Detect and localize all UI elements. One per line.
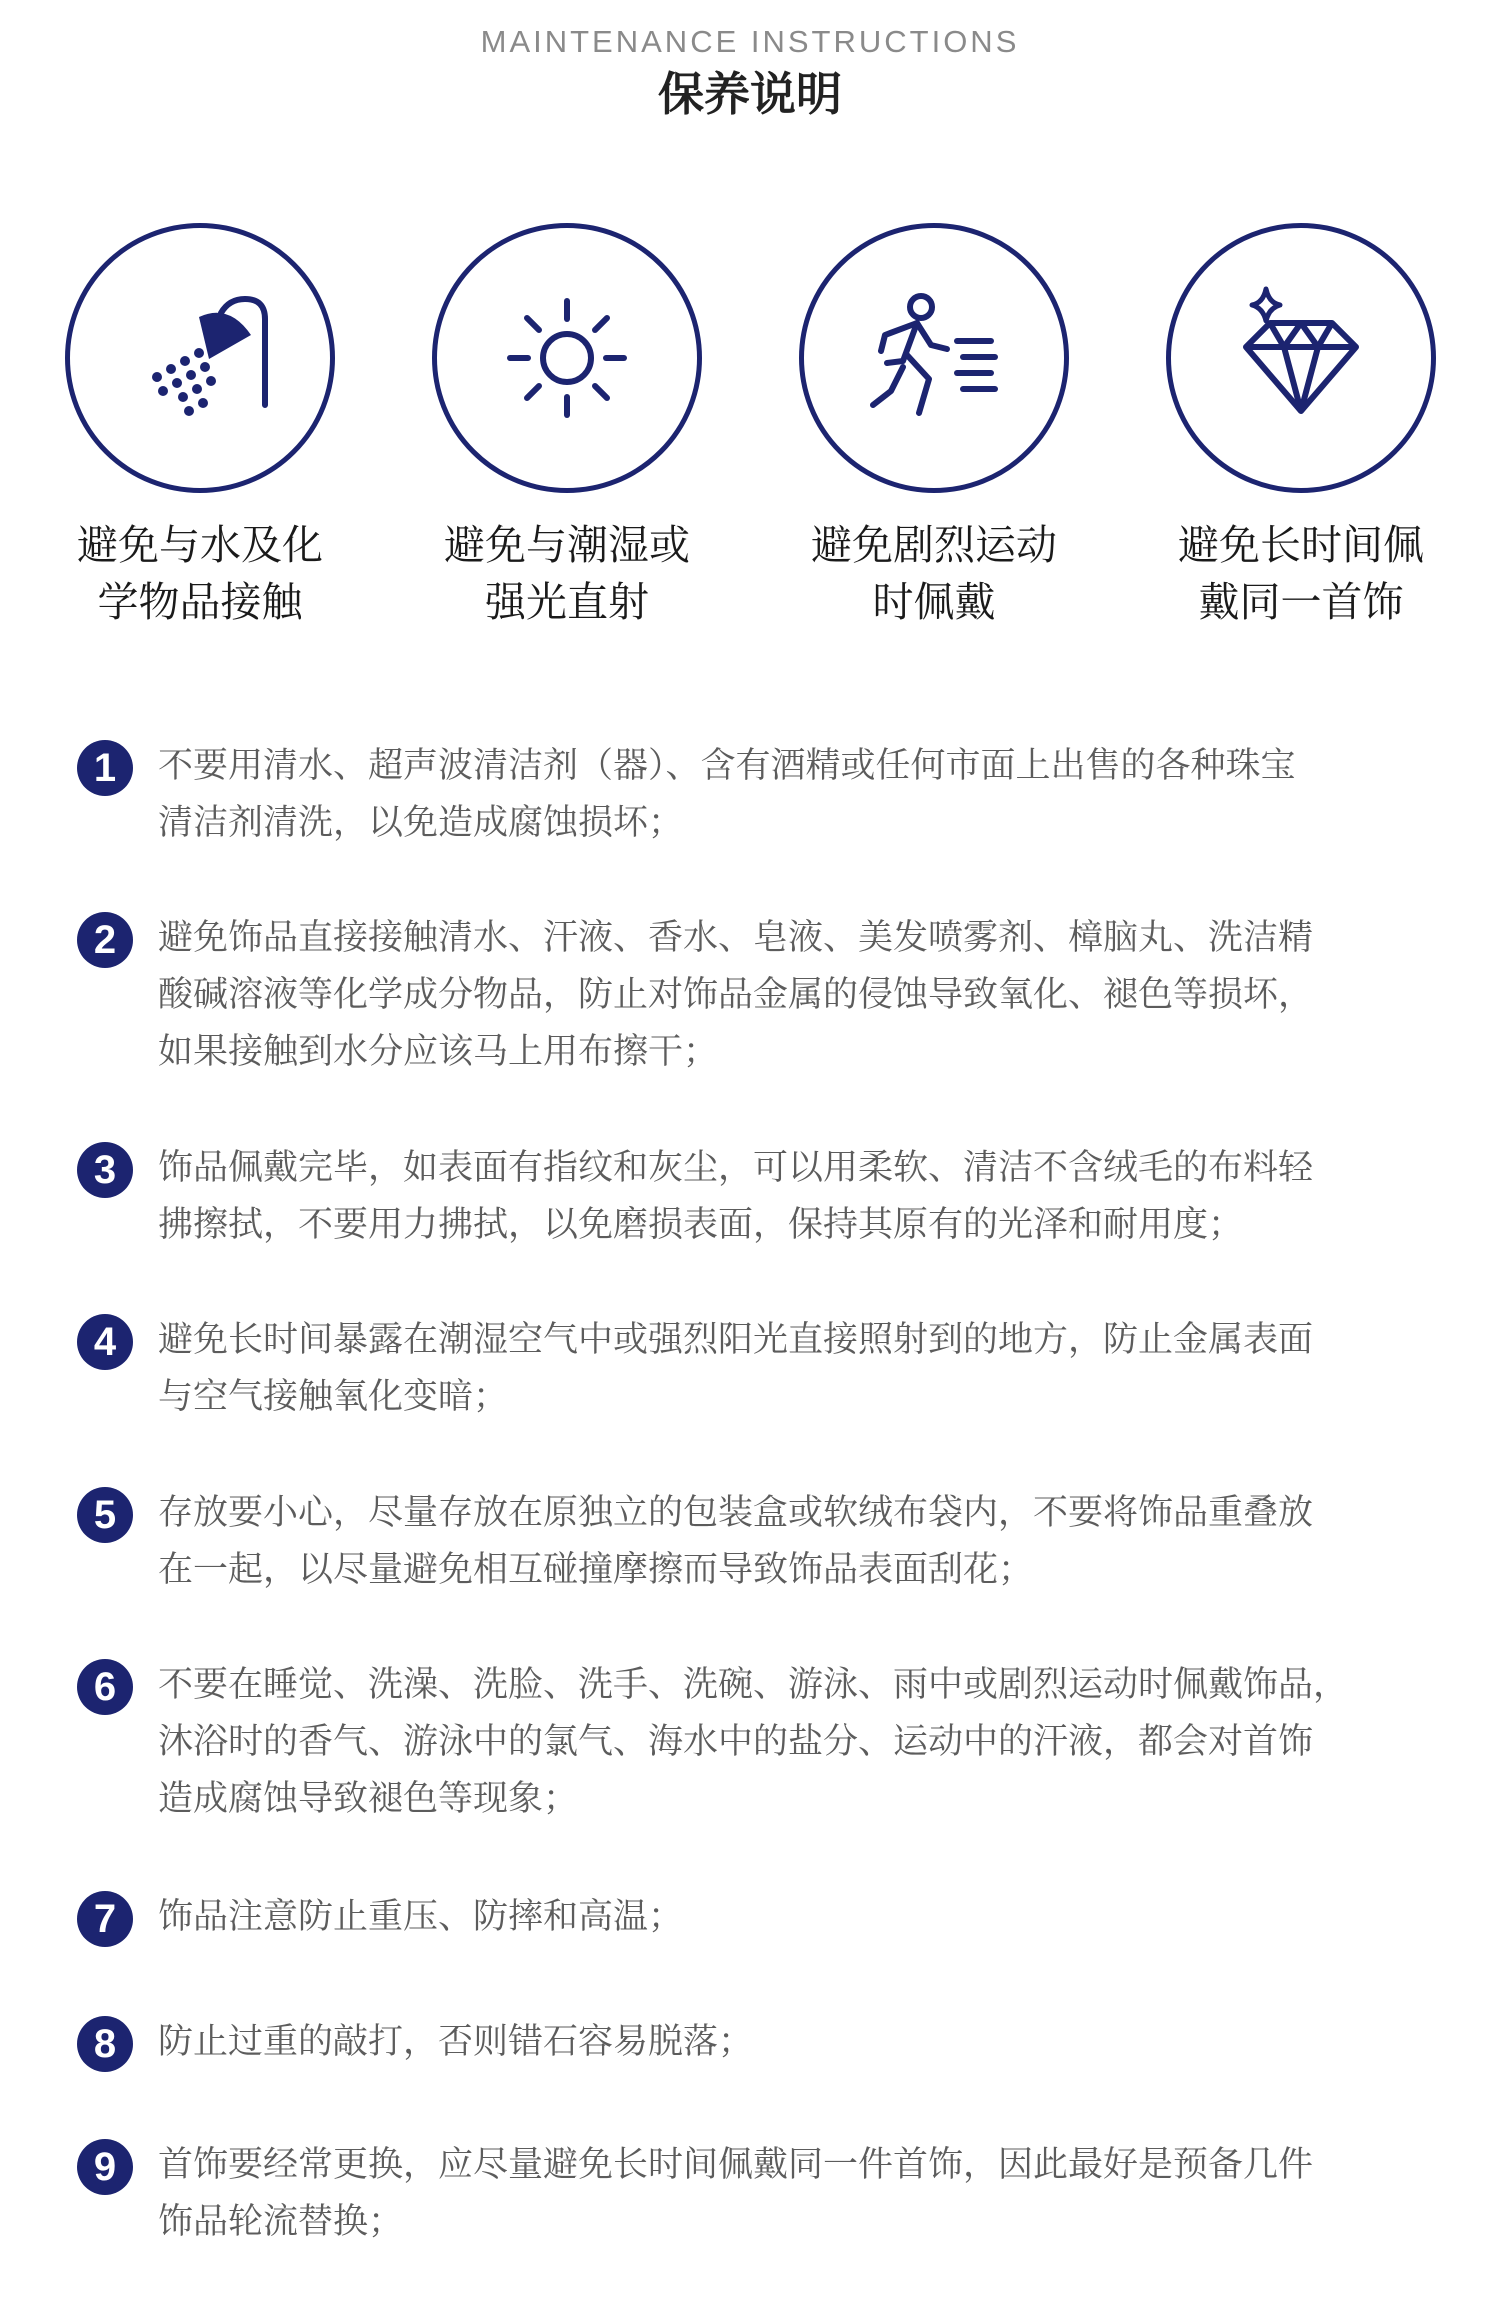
icon-label-exercise: 避免剧烈运动 时佩戴	[811, 521, 1057, 626]
icon-card-sun	[387, 223, 747, 631]
page-header	[0, 22, 1500, 124]
icon-card-exercise	[754, 223, 1114, 631]
number-badge: 6	[77, 1659, 133, 1715]
list-item-text: 不要用清水、超声波清洁剂（器）、含有酒精或任何市面上出售的各种珠宝 清洁剂清洗，以免造成腐蚀损坏；	[158, 746, 1296, 843]
number-badge: 4	[77, 1314, 133, 1370]
number-badge: 5	[77, 1487, 133, 1543]
sun-icon	[492, 283, 642, 433]
list-item-text: 不要在睡觉、洗澡、洗脸、洗手、洗碗、游泳、雨中或剧烈运动时佩戴饰品， 沐浴时的香气、游泳中的氯气、海水中的盐分、运动中的汗液，都会对首饰 造成腐蚀导致褪色等现象；	[158, 1665, 1349, 1819]
list-item-text: 避免长时间暴露在潮湿空气中或强烈阳光直接照射到的地方，防止金属表面 与空气接触氧化变暗；	[158, 1320, 1314, 1417]
list-item-text: 存放要小心，尽量存放在原独立的包装盒或软绒布袋内，不要将饰品重叠放 在一起，以尽量避免相互碰撞摩擦而导致饰品表面刮花；	[158, 1493, 1314, 1590]
number-badge: 3	[77, 1142, 133, 1198]
number-badge: 7	[77, 1891, 133, 1947]
icon-circle	[432, 223, 702, 493]
number-badge: 1	[77, 740, 133, 796]
icon-card-diamond	[1121, 223, 1481, 631]
number-badge: 8	[77, 2016, 133, 2072]
icon-circle	[1166, 223, 1436, 493]
list-item-text: 避免饰品直接接触清水、汗液、香水、皂液、美发喷雾剂、樟脑丸、洗洁精 酸碱溶液等化学成分物品，防止对饰品金属的侵蚀导致氧化、褪色等损坏， 如果接触到水分应该马上用布擦干；	[158, 918, 1314, 1072]
list-item-text: 饰品佩戴完毕，如表面有指纹和灰尘，可以用柔软、清洁不含绒毛的布料轻 拂擦拭，不要用力拂拭，以免磨损表面，保持其原有的光泽和耐用度；	[158, 1148, 1314, 1245]
icon-label-diamond: 避免长时间佩 戴同一首饰	[1178, 521, 1424, 626]
subtitle-english: MAINTENANCE INSTRUCTIONS	[480, 24, 1020, 59]
number-badge: 2	[77, 912, 133, 968]
icon-card-water	[20, 223, 380, 631]
list-item-text: 防止过重的敲打，否则错石容易脱落；	[158, 2022, 754, 2062]
diamond-icon	[1226, 283, 1376, 433]
icon-circle	[799, 223, 1069, 493]
icon-row	[0, 223, 1500, 663]
icon-label-water: 避免与水及化 学物品接触	[77, 521, 323, 626]
page-title: 保养说明	[658, 67, 842, 121]
icon-circle	[65, 223, 335, 493]
list-item-text: 饰品注意防止重压、防摔和高温；	[158, 1897, 684, 1937]
list-item-text: 首饰要经常更换，应尽量避免长时间佩戴同一件首饰，因此最好是预备几件 饰品轮流替换；	[158, 2145, 1314, 2242]
number-badge: 9	[77, 2139, 133, 2195]
icon-label-sun: 避免与潮湿或 强光直射	[444, 521, 690, 626]
shower-icon	[125, 283, 275, 433]
running-person-icon	[859, 283, 1009, 433]
